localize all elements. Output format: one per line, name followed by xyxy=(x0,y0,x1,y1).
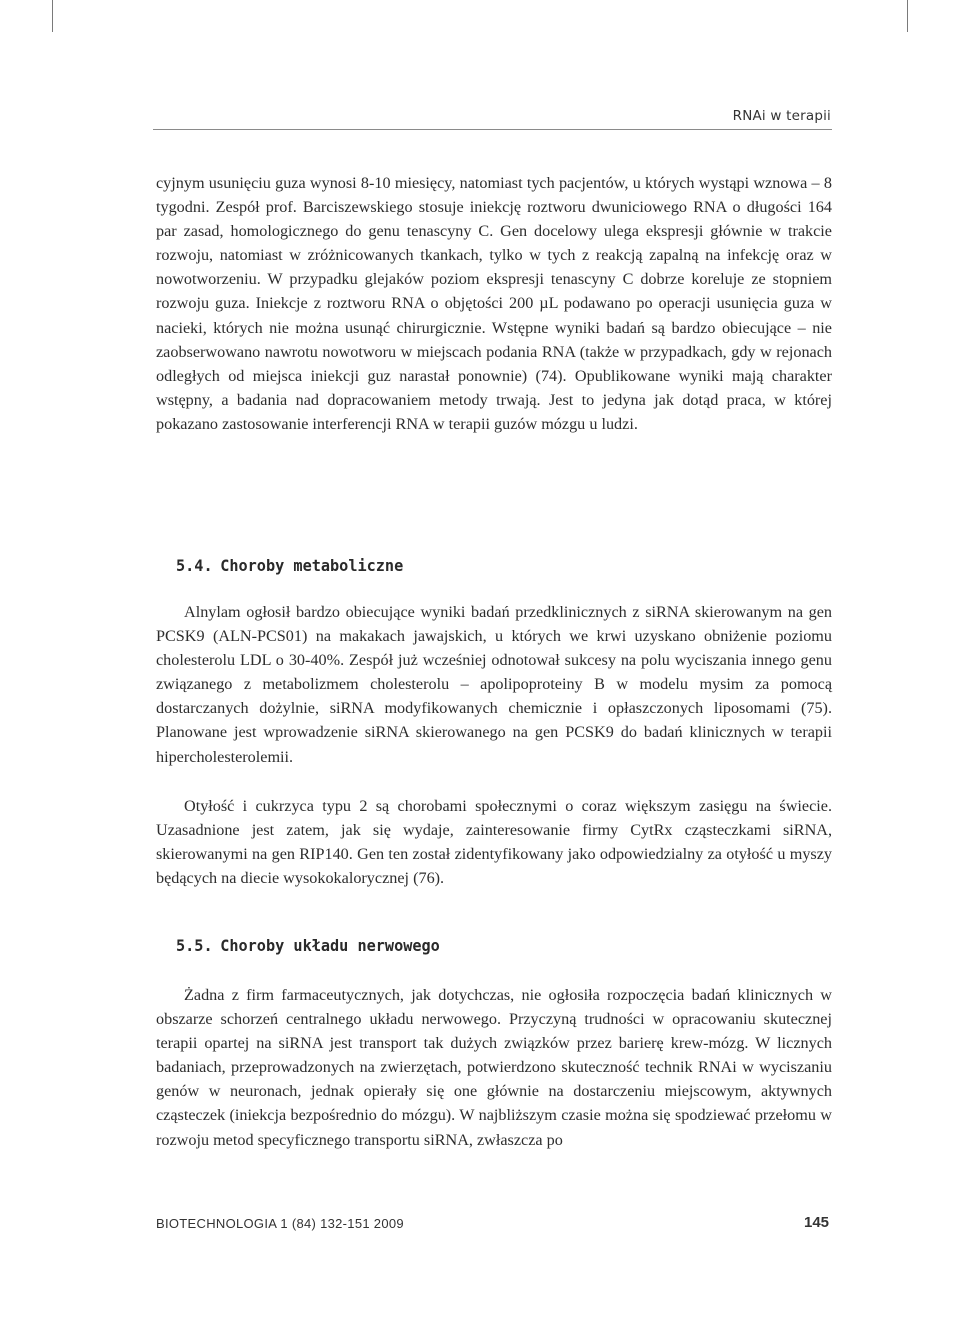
crop-mark-left xyxy=(52,0,53,32)
section-heading-5-5 xyxy=(176,936,440,955)
body-paragraph-2: Alnylam ogłosił bardzo obiecujące wyniki badań przedklinicznych z siRNA skierowanym na gen PCSK9 (ALN-PCS01) na makakach jawajskich, u których we krwi uzyskano obniżenie poziomu cholesterolu LDL o 30-40%. Zespół już wcześniej odnotował sukcesy na polu wyciszania innego genu związanego z metabolizmem cholesterolu – apolipoproteiny B w modelu mysim za pomocą dostarczanych dożylnie, siRNA modyfikowanych chemicznie i opłaszczonych liposomami (75). Planowane jest wprowadzenie siRNA skierowanego na gen PCSK9 do badań klinicznych w terapii hipercholesterolemii. xyxy=(156,603,832,766)
footer-journal-citation: BIOTECHNOLOGIA 1 (84) 132-151 2009 xyxy=(156,1216,404,1231)
body-paragraph-4: Żadna z firm farmaceutycznych, jak dotychczas, nie ogłosiła rozpoczęcia badań klinicznych w obszarze schorzeń centralnego układu nerwowego. Przyczyną trudności w opracowaniu skutecznej terapii opartej na siRNA jest transport tak dużych związków przez barierę krew-mózg. W licznych badaniach, przeprowadzonych na zwierzętach, potwierdzono skuteczność technik RNAi w wyciszaniu genów w neuronach, jednak opierały się one głównie na dostarczeniu miejscowym, aktywnych cząsteczek (iniekcja bezpośrednio do mózgu). W najbliższym czasie można się spodziewać przełomu w rozwoju metod specyficznego transportu siRNA, zwłaszcza po xyxy=(156,986,832,1149)
crop-mark-right xyxy=(907,0,908,32)
section-heading-5-4 xyxy=(176,556,403,575)
section-number: 5.5. xyxy=(176,936,213,955)
section-title: Choroby układu nerwowego xyxy=(220,936,440,955)
section-title: Choroby metaboliczne xyxy=(220,556,404,575)
body-paragraph-3: Otyłość i cukrzyca typu 2 są chorobami społecznymi o coraz większym zasięgu na świecie. Uzasadnione jest zatem, jak się wydaje, zainteresowanie firmy CytRx cząsteczkami siRNA, skierowanymi na gen RIP140. Gen ten został zidentyfikowany jako odpowiedzialny za otyłość u myszy będących na diecie wysokokalorycznej (76). xyxy=(156,797,832,888)
header-rule xyxy=(153,129,832,130)
section-number: 5.4. xyxy=(176,556,213,575)
page-number: 145 xyxy=(804,1214,830,1231)
body-paragraph-1: cyjnym usunięciu guza wynosi 8-10 miesięcy, natomiast tych pacjentów, u których wystąpi wznowa – 8 tygodni. Zespół prof. Barciszewskiego stosuje iniekcję roztworu dwuniciowego RNA o długości 164 par zasad, homologicznego do genu tenascyny C. Gen docelowy ulega ekspresji głównie w trakcie rozwoju, natomiast w zróżnicowanych tkankach, tylko w tych z reakcją zapalną na infekcję oraz w nowotworzeniu. W przypadku glejaków poziom ekspresji tenascyny C dobrze koreluje ze stopniem rozwoju guza. Iniekcje z roztworu RNA o objętości 200 µL podawano po operacji usunięcia guza w nacieki, których nie można usunąć chirurgicznie. Wstępne wyniki badań są bardzo obiecujące – nie zaobserwowano nawrotu nowotworu w miejscach podania RNA (także w przypadkach, gdy w rejonach odległych od miejsca iniekcji guz narastał ponownie) (74). Opublikowane wyniki mają charakter wstępny, a badania nad dopracowaniem metody trwają. Jest to jedyna jak dotąd praca, w której pokazano zastosowanie interferencji RNA w terapii guzów mózgu u ludzi. xyxy=(156,174,832,433)
running-head: RNAi w terapii xyxy=(732,108,831,124)
